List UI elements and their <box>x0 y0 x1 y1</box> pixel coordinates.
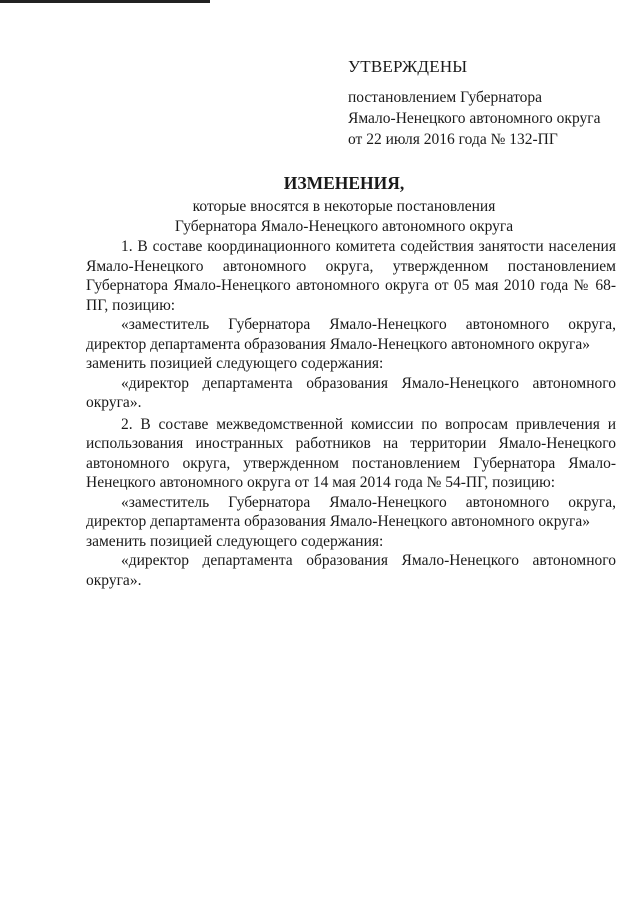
approval-line-3: от 22 июля 2016 года № 132-ПГ <box>348 131 558 148</box>
item-2-replace-text: заменить позицией следующего содержания: <box>86 532 384 550</box>
document-title: ИЗМЕНЕНИЯ, <box>283 173 405 193</box>
item-2-old-position: «заместитель Губернатора Ямало-Ненецкого автономного округа, директор департамента образования Ямало-Ненецкого автономного округа» <box>86 493 616 530</box>
item-1-new-position: «директор департамента образования Ямало-Ненецкого автономного округа». <box>86 374 616 411</box>
document-body <box>86 237 616 590</box>
approval-line-2: Ямало-Ненецкого автономного округа <box>348 110 601 127</box>
item-1-replace-text: заменить позицией следующего содержания: <box>86 355 384 372</box>
item-1-intro: 1. В составе координационного комитета содействия занятости населения Ямало-Ненецкого автономного округа, утвержденном постановлением Губернатора Ямало-Ненецкого автономного округа от 05 мая 2010 года № 68-ПГ, позицию: <box>86 238 616 314</box>
approval-block <box>348 56 618 150</box>
scan-edge-mark <box>0 0 210 3</box>
item-1-old-position: «заместитель Губернатора Ямало-Ненецкого автономного округа, директор департамента образования Ямало-Ненецкого автономного округа» <box>86 316 616 353</box>
item-2-intro: 2. В составе межведомственной комиссии по вопросам привлечения и использования иностранных работников на территории Ямало-Ненецкого автономного округа, утвержденном постановлением Губернатора Ямало-Ненецкого автономного округа от 14 мая 2014 года № 54-ПГ, позицию: <box>86 415 616 491</box>
approval-heading: УТВЕРЖДЕНЫ <box>348 57 468 76</box>
item-2-new-position: «директор департамента образования Ямало-Ненецкого автономного округа». <box>86 552 616 589</box>
document-title-block <box>0 173 640 237</box>
approval-line-1: постановлением Губернатора <box>348 89 543 106</box>
document-subtitle-line-2: Губернатора Ямало-Ненецкого автономного округа <box>174 218 514 235</box>
document-subtitle-line-1: которые вносятся в некоторые постановления <box>192 198 496 215</box>
